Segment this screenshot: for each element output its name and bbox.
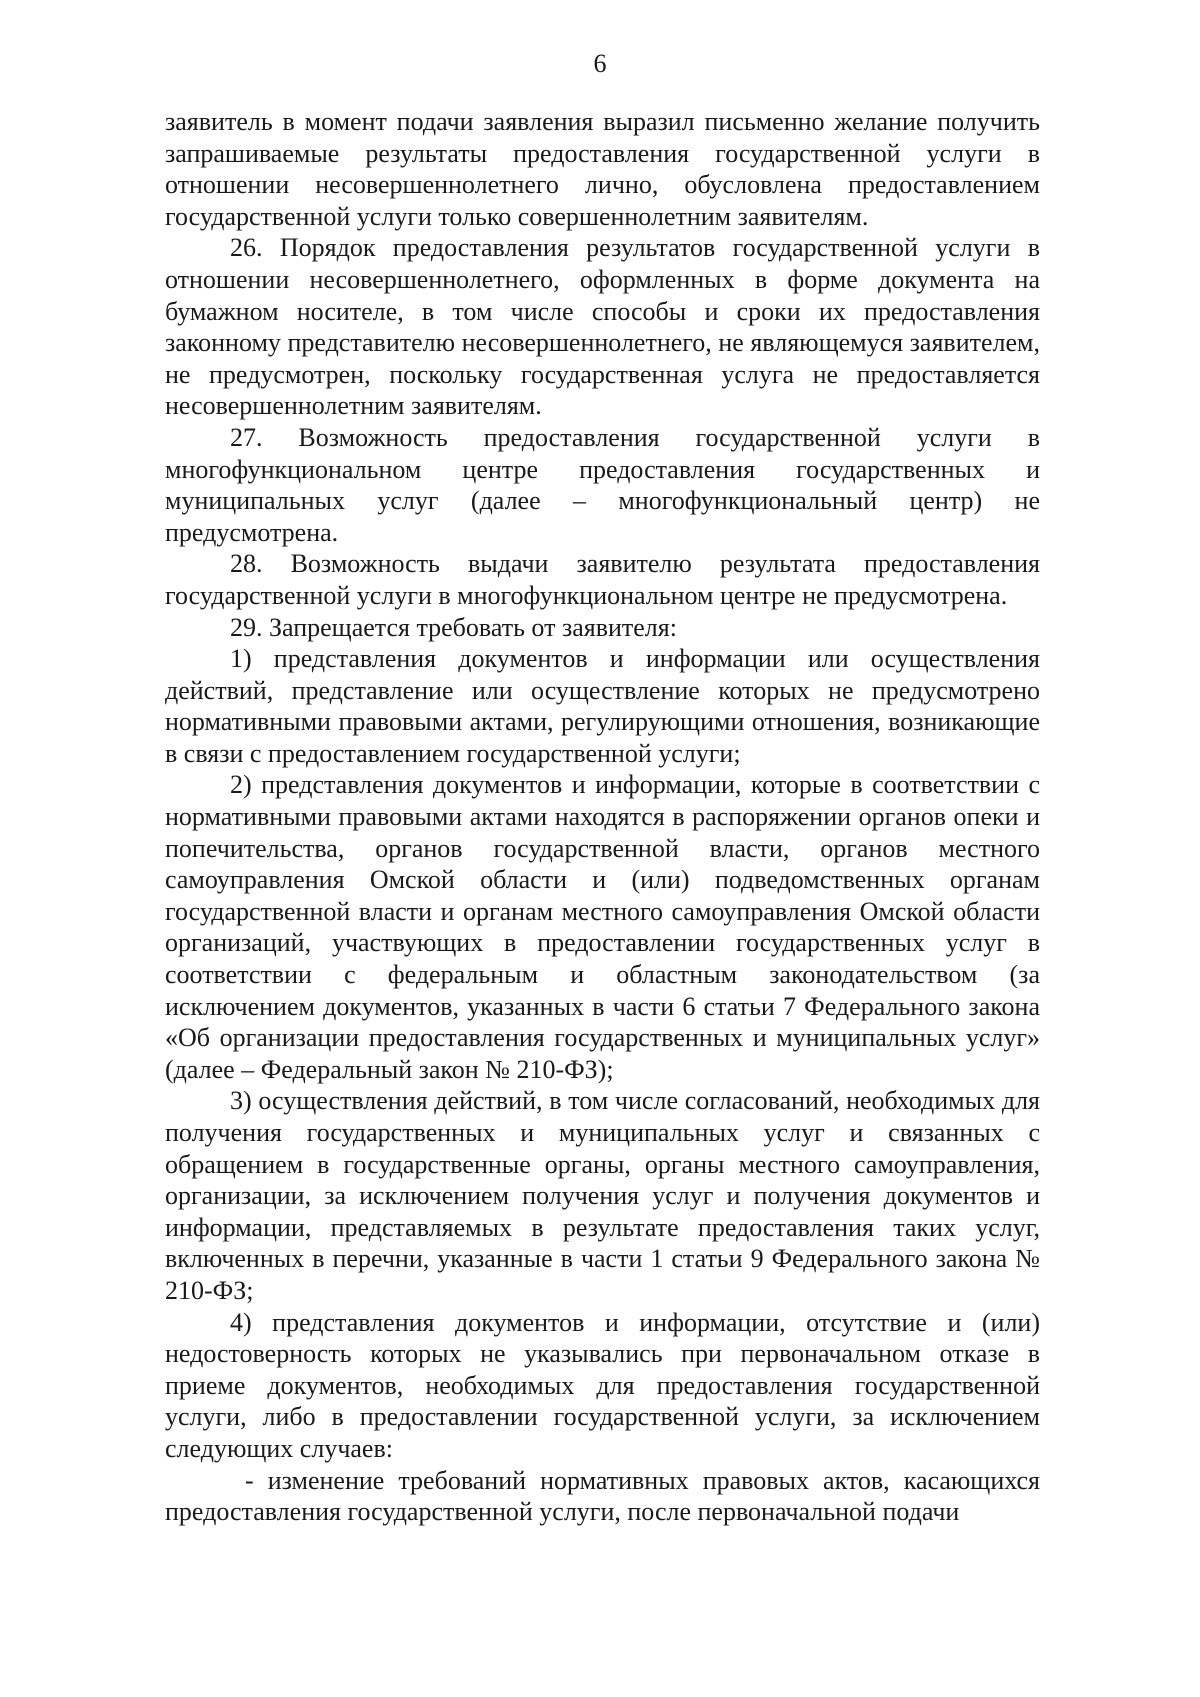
- paragraph-28: 28. Возможность выдачи заявителю результата предоставления государственной услуги в многофункциональном центре не предусмотрена.: [165, 549, 1040, 610]
- list-item-4: 4) представления документов и информации, отсутствие и (или) недостоверность которых не указывались при первоначальном отказе в приеме документов, необходимых для предоставления государственной услуги, либо в предоставлении государственной услуги, за исключением следующих случаев:: [165, 1307, 1040, 1463]
- paragraph-26: 26. Порядок предоставления результатов государственной услуги в отношении несовершеннолетнего, оформленных в форме документа на бумажном носителе, в том числе способы и сроки их предоставления законному представителю несовершеннолетнего, не являющемуся заявителем, не предусмотрен, поскольку государственная услуга не предоставляется несовершеннолетним заявителям.: [165, 233, 1040, 421]
- paragraph-29: 29. Запрещается требовать от заявителя:: [230, 612, 677, 642]
- list-item-3: 3) осуществления действий, в том числе согласований, необходимых для получения государственных и муниципальных услуг и связанных с обращением в государственные органы, органы местного самоуправления, организации, за исключением получения услуг и получения документов и информации, представляемых в результате предоставления таких услуг, включенных в перечни, указанные в части 1 статьи 9 Федерального закона № 210-ФЗ;: [165, 1086, 1040, 1305]
- document-body: [165, 106, 1040, 1528]
- dash-item: - изменение требований нормативных правовых актов, касающихся предоставления государственной услуги, после первоначальной подачи: [165, 1465, 1040, 1527]
- list-item-2: 2) представления документов и информации, которые в соответствии с нормативными правовыми актами находятся в распоряжении органов опеки и попечительства, органов государственной власти, органов местного самоуправления Омской области и (или) подведомственных органам государственной власти и органам местного самоуправления Омской области организаций, участвующих в предоставлении государственных услуг в соответствии с федеральным и областным законодательством (за исключением документов, указанных в части 6 статьи 7 Федерального закона «Об организации предоставления государственных и муниципальных услуг» (далее – Федеральный закон № 210-ФЗ);: [165, 770, 1040, 1084]
- list-item-1: 1) представления документов и информации или осуществления действий, представление или осуществление которых не предусмотрено нормативными правовыми актами, регулирующими отношения, возникающие в связи с предоставлением государственной услуги;: [165, 644, 1040, 768]
- paragraph-27: 27. Возможность предоставления государственной услуги в многофункциональном центре предоставления государственных и муниципальных услуг (далее – многофункциональный центр) не предусмотрена.: [165, 422, 1040, 547]
- page-number: 6: [593, 49, 607, 78]
- paragraph-continuation: заявитель в момент подачи заявления выразил письменно желание получить запрашиваемые результаты предоставления государственной услуги в отношении несовершеннолетнего лично, обусловлена предоставлением государственной услуги только совершеннолетним заявителям.: [165, 107, 1040, 231]
